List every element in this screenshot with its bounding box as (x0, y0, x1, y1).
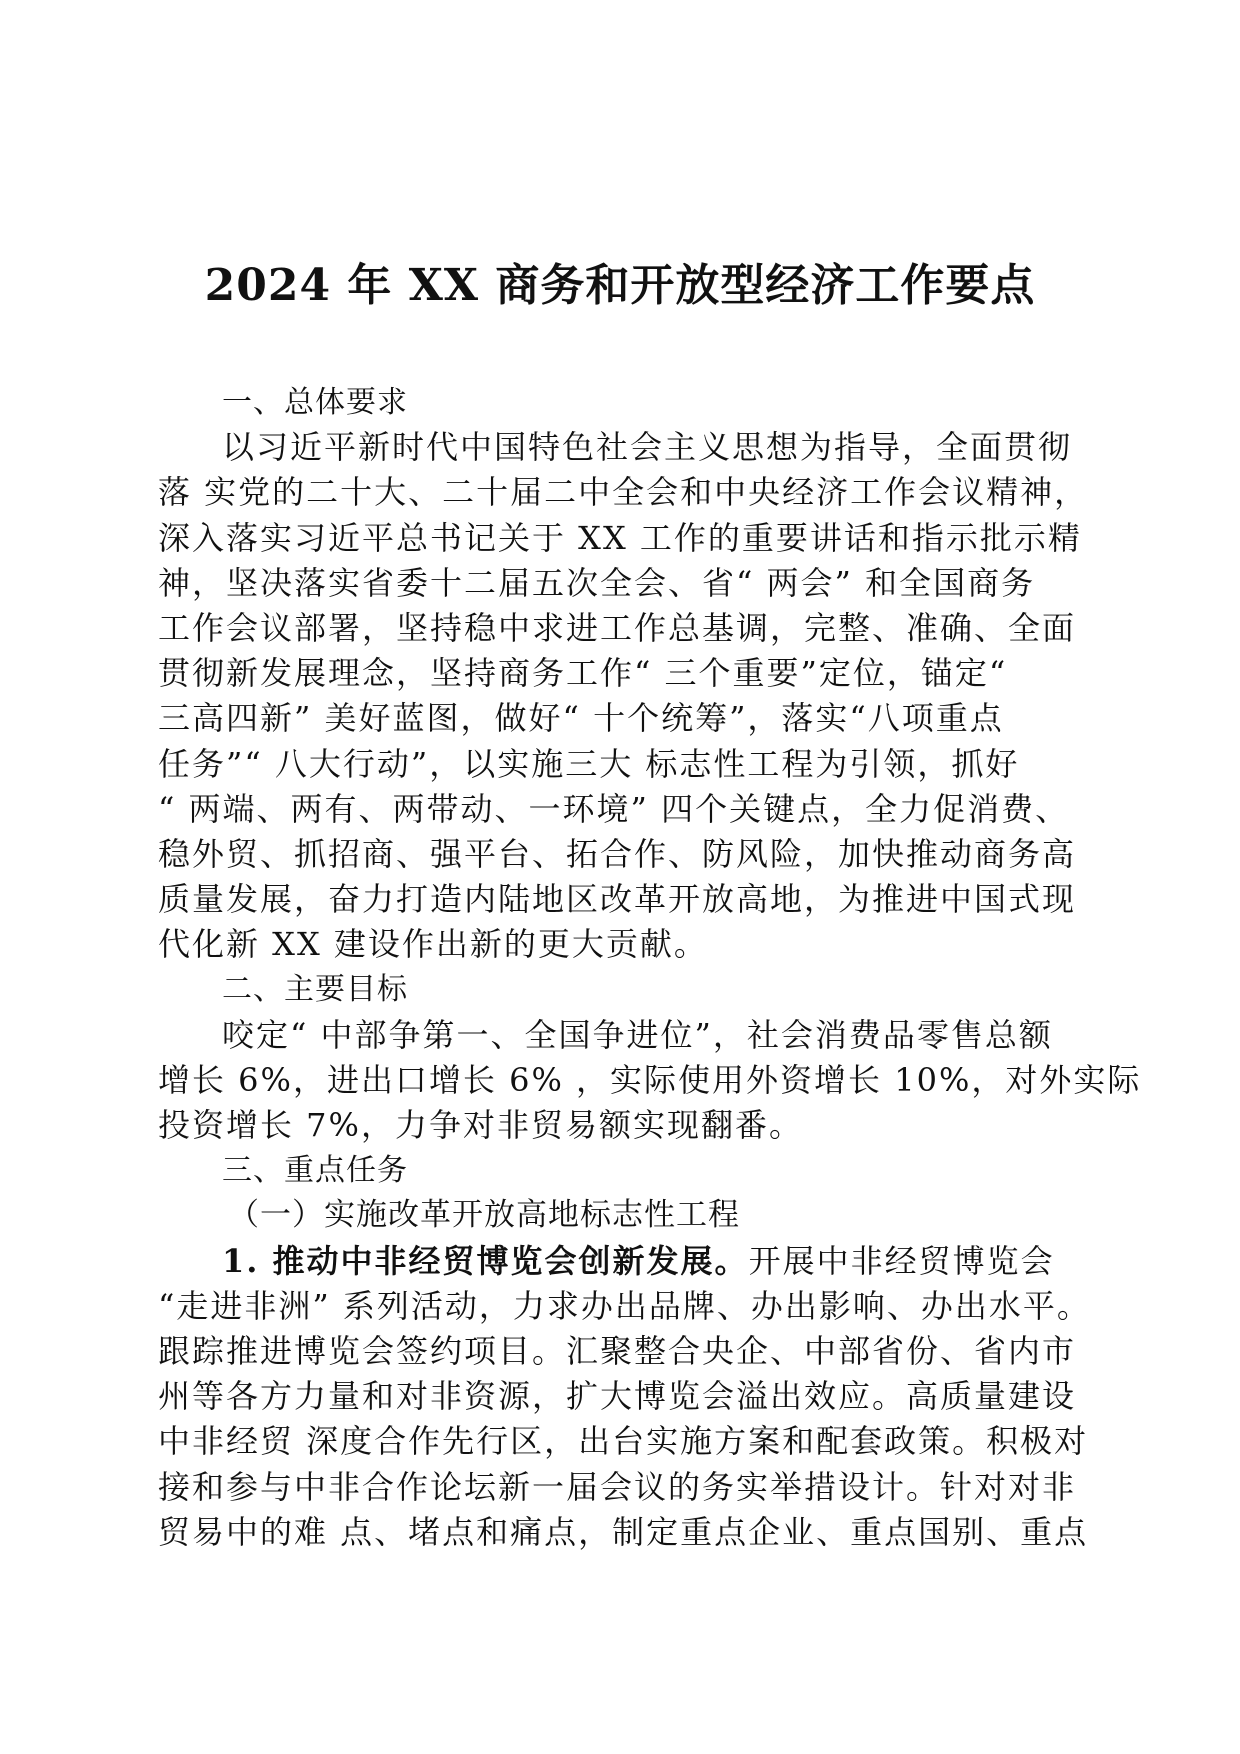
section-heading-general-requirements: 一、总体要求 (222, 385, 408, 420)
section-heading-main-targets: 二、主要目标 (222, 972, 408, 1008)
paragraph-line: 以习近平新时代中国特色社会主义思想为指导，全面贯彻 (222, 428, 1073, 467)
paragraph-line: 中非经贸 深度合作先行区，出台实施方案和配套政策。积极对 (158, 1422, 1089, 1461)
paragraph-line: 质量发展，奋力打造内陆地区改革开放高地，为推进中国式现 (158, 880, 1077, 919)
paragraph-line: 深入落实习近平总书记关于 XX 工作的重要讲话和指示批示精 (158, 518, 1082, 557)
paragraph-line: 工作会议部署，坚持稳中求进工作总基调，完整、准确、全面 (158, 608, 1077, 647)
paragraph-line: 贸易中的难 点、堵点和痛点，制定重点企业、重点国别、重点 (158, 1512, 1089, 1551)
paragraph-line: 三高四新” 美好蓝图，做好“ 十个统筹”，落实“八项重点 (158, 699, 1004, 738)
section-heading-key-tasks: 三、重点任务 (222, 1153, 408, 1189)
sub-heading-reform-project: （一）实施改革开放高地标志性工程 (228, 1197, 740, 1234)
paragraph-line: 落 实党的二十大、二十届二中全会和中央经济工作会议精神， (158, 473, 1089, 512)
paragraph-line: 州等各方力量和对非资源，扩大博览会溢出效应。高质量建设 (158, 1377, 1077, 1416)
paragraph-line: 接和参与中非合作论坛新一届会议的务实举措设计。针对对非 (158, 1467, 1077, 1506)
paragraph-line: 代化新 XX 建设作出新的更大贡献。 (158, 925, 708, 964)
paragraph-line: “ 两端、两有、两带动、一环境” 四个关键点，全力促消费、 (158, 789, 1070, 828)
paragraph-line: 增长 6%，进出口增长 6% ，实际使用外资增长 10%，对外实际 (158, 1060, 1142, 1099)
item-bold-lead: 1. 推动中非经贸博览会创新发展。 (222, 1241, 749, 1280)
paragraph-line: “走进非洲” 系列活动，力求办出品牌、办出影响、办出水平。 (158, 1286, 1091, 1325)
paragraph-line: 跟踪推进博览会签约项目。汇聚整合央企、中部省份、省内市 (158, 1331, 1077, 1370)
item-first-line (158, 1239, 1082, 1284)
document-body (158, 380, 1142, 1555)
item-first-line-rest: 开展中非经贸博览会 (748, 1241, 1055, 1280)
paragraph-line: 神，坚决落实省委十二届五次全会、省“ 两会” 和全国商务 (158, 563, 1036, 602)
paragraph-line: 任务”“ 八大行动”，以实施三大 标志性工程为引领，抓好 (158, 744, 1020, 783)
paragraph-line: 稳外贸、抓招商、强平台、拓合作、防风险，加快推动商务高 (158, 834, 1077, 873)
paragraph-line: 咬定“ 中部争第一、全国争进位”，社会消费品零售总额 (222, 1015, 1053, 1054)
paragraph-line: 贯彻新发展理念，坚持商务工作“ 三个重要”定位，锚定“ (158, 654, 1008, 693)
document-title: 2024 年 XX 商务和开放型经济工作要点 (204, 260, 1036, 311)
paragraph-line: 投资增长 7%，力争对非贸易额实现翻番。 (158, 1106, 803, 1144)
